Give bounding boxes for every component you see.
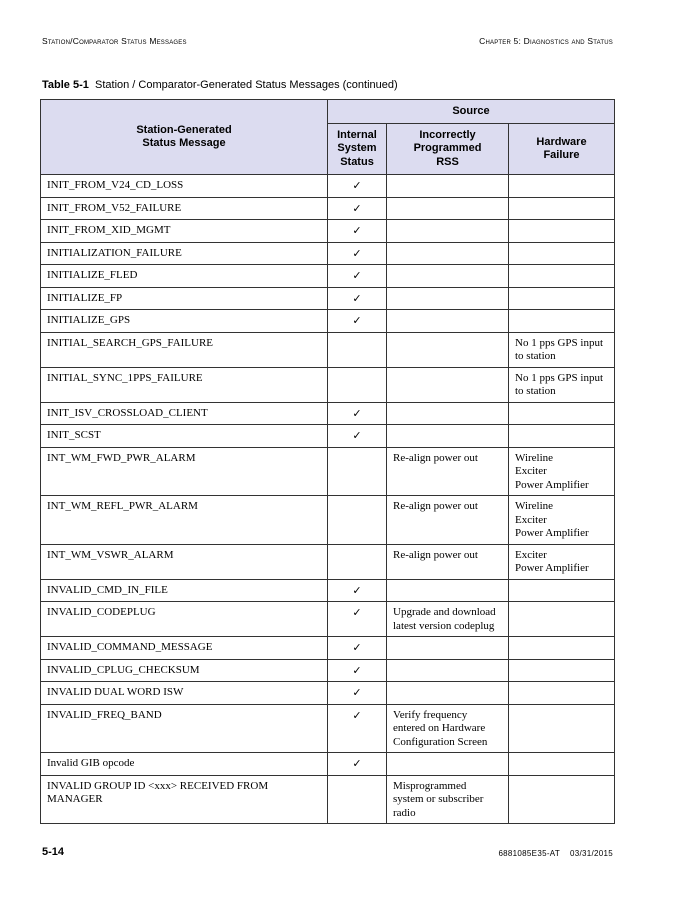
cell-message: INIT_FROM_V52_FAILURE [41,197,328,220]
cell-message: INITIALIZATION_FAILURE [41,242,328,265]
cell-hardware-failure [509,775,615,824]
checkmark-icon: ✓ [352,269,362,282]
cell-hardware-failure [509,220,615,243]
table-row [41,175,615,198]
cell-message: INITIALIZE_FP [41,287,328,310]
cell-message: INITIALIZE_FLED [41,265,328,288]
cell-internal-status [328,579,387,602]
cell-internal-status [328,287,387,310]
cell-incorrect-rss: Re-align power out [387,496,509,545]
table-row [41,220,615,243]
cell-incorrect-rss [387,175,509,198]
cell-incorrect-rss [387,682,509,705]
cell-internal-status [328,402,387,425]
table-row [41,402,615,425]
checkmark-icon: ✓ [352,606,362,619]
cell-hardware-failure [509,637,615,660]
cell-message: Invalid GIB opcode [41,753,328,776]
table-row [41,682,615,705]
cell-message: INVALID_CODEPLUG [41,602,328,637]
table-row [41,753,615,776]
cell-incorrect-rss: Re-align power out [387,447,509,496]
header-chapter-title: Chapter 5: Diagnostics and Status [479,36,613,46]
cell-internal-status [328,659,387,682]
table-caption [42,79,398,91]
checkmark-icon: ✓ [352,314,362,327]
cell-internal-status [328,496,387,545]
checkmark-icon: ✓ [352,663,362,677]
table-row [41,310,615,333]
cell-message: INITIALIZE_GPS [41,310,328,333]
cell-message: INVALID_CPLUG_CHECKSUM [41,659,328,682]
table-row [41,659,615,682]
cell-message: INIT_SCST [41,425,328,448]
cell-internal-status [328,682,387,705]
cell-incorrect-rss [387,310,509,333]
cell-internal-status [328,447,387,496]
cell-hardware-failure [509,704,615,753]
cell-message: INIT_FROM_XID_MGMT [41,220,328,243]
cell-hardware-failure: No 1 pps GPS input to station [509,367,615,402]
checkmark-icon: ✓ [352,641,362,654]
cell-incorrect-rss: Verify frequency entered on Hardware Configuration Screen [387,704,509,753]
cell-message: INT_WM_VSWR_ALARM [41,544,328,579]
cell-message: INVALID_COMMAND_MESSAGE [41,637,328,660]
cell-incorrect-rss: Re-align power out [387,544,509,579]
checkmark-icon: ✓ [352,583,362,597]
cell-internal-status [328,310,387,333]
cell-internal-status [328,704,387,753]
cell-internal-status [328,637,387,660]
table-caption-text: Station / Comparator-Generated Status Messages (continued) [95,79,398,91]
running-header-right [479,36,613,46]
cell-incorrect-rss [387,287,509,310]
checkmark-icon: ✓ [352,406,362,420]
table-row [41,265,615,288]
cell-message: INT_WM_REFL_PWR_ALARM [41,496,328,545]
header-incorrect-rss: Incorrectly Programmed RSS [387,124,509,175]
cell-hardware-failure: No 1 pps GPS input to station [509,332,615,367]
table-row [41,367,615,402]
cell-hardware-failure [509,402,615,425]
cell-incorrect-rss [387,659,509,682]
cell-incorrect-rss: Upgrade and download latest version codeplug [387,602,509,637]
checkmark-icon: ✓ [352,429,362,442]
cell-internal-status [328,332,387,367]
checkmark-icon: ✓ [352,708,362,722]
table-row [41,242,615,265]
cell-internal-status [328,242,387,265]
cell-internal-status [328,265,387,288]
cell-incorrect-rss [387,220,509,243]
cell-hardware-failure [509,197,615,220]
page-number: 5-14 [42,846,65,858]
table-row [41,704,615,753]
cell-incorrect-rss [387,637,509,660]
table-row [41,287,615,310]
checkmark-icon: ✓ [352,291,362,305]
table-body [41,175,615,824]
cell-message: INVALID_CMD_IN_FILE [41,579,328,602]
cell-internal-status [328,775,387,824]
checkmark-icon: ✓ [352,179,362,192]
table-row [41,602,615,637]
cell-hardware-failure [509,682,615,705]
cell-internal-status [328,425,387,448]
cell-message: INITIAL_SEARCH_GPS_FAILURE [41,332,328,367]
checkmark-icon: ✓ [352,246,362,260]
table-row [41,447,615,496]
cell-message: INVALID GROUP ID <xxx> RECEIVED FROM MANAGER [41,775,328,824]
cell-incorrect-rss [387,332,509,367]
cell-internal-status [328,602,387,637]
cell-incorrect-rss [387,242,509,265]
cell-hardware-failure [509,265,615,288]
checkmark-icon: ✓ [352,201,362,215]
cell-hardware-failure [509,242,615,265]
status-messages-table [40,99,615,824]
cell-message: INITIAL_SYNC_1PPS_FAILURE [41,367,328,402]
cell-hardware-failure: Exciter Power Amplifier [509,544,615,579]
document-number: 6881085E35-AT 03/31/2015 [498,849,613,858]
cell-incorrect-rss [387,753,509,776]
table-row [41,425,615,448]
cell-hardware-failure [509,602,615,637]
cell-incorrect-rss: Misprogrammed system or subscriber radio [387,775,509,824]
cell-hardware-failure [509,175,615,198]
table-row [41,775,615,824]
cell-hardware-failure [509,310,615,333]
cell-hardware-failure [509,287,615,310]
running-header-left [42,36,187,46]
checkmark-icon: ✓ [352,686,362,699]
table-caption-label: Table 5-1 [42,79,89,91]
cell-incorrect-rss [387,367,509,402]
header-section-title: Station/Comparator Status Messages [42,36,187,46]
cell-internal-status [328,367,387,402]
cell-incorrect-rss [387,425,509,448]
cell-hardware-failure [509,425,615,448]
cell-internal-status [328,175,387,198]
cell-hardware-failure: Wireline Exciter Power Amplifier [509,496,615,545]
cell-message: INT_WM_FWD_PWR_ALARM [41,447,328,496]
cell-internal-status [328,753,387,776]
cell-internal-status [328,220,387,243]
checkmark-icon: ✓ [352,224,362,237]
cell-message: INIT_FROM_V24_CD_LOSS [41,175,328,198]
checkmark-icon: ✓ [352,757,362,770]
table-row [41,332,615,367]
table-row [41,197,615,220]
cell-message: INVALID DUAL WORD ISW [41,682,328,705]
header-message: Station-Generated Status Message [41,100,328,175]
cell-incorrect-rss [387,579,509,602]
cell-internal-status [328,544,387,579]
cell-hardware-failure [509,753,615,776]
cell-internal-status [328,197,387,220]
cell-hardware-failure: Wireline Exciter Power Amplifier [509,447,615,496]
cell-incorrect-rss [387,402,509,425]
table-row [41,544,615,579]
header-source: Source [328,100,615,124]
header-hardware-failure: Hardware Failure [509,124,615,175]
cell-message: INVALID_FREQ_BAND [41,704,328,753]
cell-hardware-failure [509,659,615,682]
cell-incorrect-rss [387,197,509,220]
cell-hardware-failure [509,579,615,602]
table-row [41,496,615,545]
table-row [41,637,615,660]
cell-incorrect-rss [387,265,509,288]
cell-message: INIT_ISV_CROSSLOAD_CLIENT [41,402,328,425]
header-internal-status: Internal System Status [328,124,387,175]
table-row [41,579,615,602]
